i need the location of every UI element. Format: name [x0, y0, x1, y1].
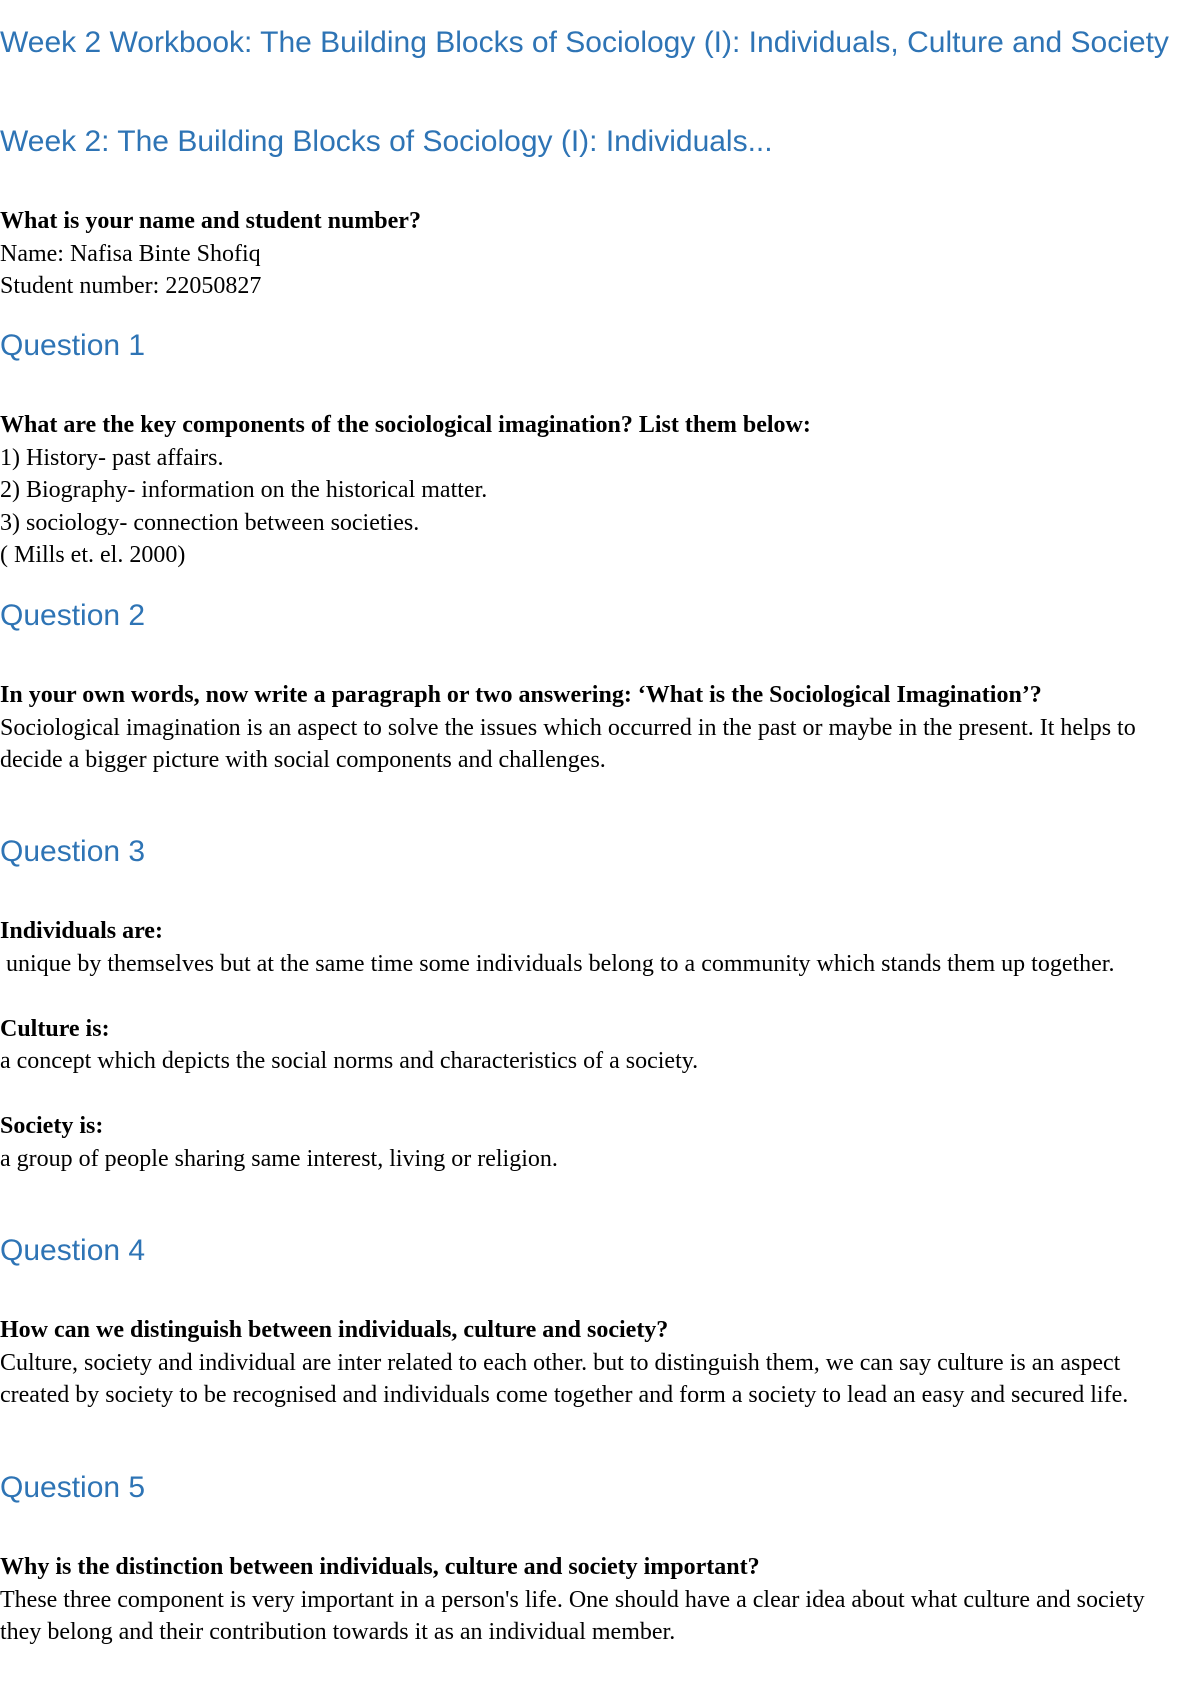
culture-answer: a concept which depicts the social norms and characteristics of a society. — [0, 1048, 699, 1074]
question-1-answer-line: 3) sociology- connection between societies. — [0, 509, 420, 536]
question-1-section — [0, 409, 1190, 572]
document-title: Week 2 Workbook: The Building Blocks of Sociology (I): Individuals, Culture and Society — [0, 26, 1169, 59]
question-2-heading: Question 2 — [0, 599, 146, 632]
question-1-answer-line: 1) History- past affairs. — [0, 444, 224, 471]
question-3-heading: Question 3 — [0, 835, 146, 868]
question-5-heading: Question 5 — [0, 1471, 146, 1504]
question-1-prompt: What are the key components of the sociological imagination? List them below: — [0, 412, 811, 438]
society-label: Society is: — [0, 1113, 104, 1139]
question-4-heading: Question 4 — [0, 1234, 146, 1267]
question-4-prompt: How can we distinguish between individuals, culture and society? — [0, 1317, 669, 1343]
question-1-heading: Question 1 — [0, 329, 146, 362]
question-2-answer: Sociological imagination is an aspect to solve the issues which occurred in the past or maybe in the present. It helps to decide a bigger picture with social components and challenges. — [0, 714, 1136, 773]
intro-name: Name: Nafisa Binte Shofiq — [0, 240, 261, 267]
question-2-prompt: In your own words, now write a paragraph or two answering: ‘What is the Sociological Imagination’? — [0, 682, 1042, 708]
document-subtitle: Week 2: The Building Blocks of Sociology (I): Individuals... — [0, 125, 773, 158]
question-1-citation: ( Mills et. el. 2000) — [0, 542, 186, 568]
question-1-answer-line: 2) Biography- information on the historical matter. — [0, 477, 488, 503]
individuals-label: Individuals are: — [0, 918, 163, 944]
question-3-section — [0, 915, 1190, 1175]
question-5-section — [0, 1551, 1190, 1649]
question-4-section — [0, 1314, 1190, 1412]
intro-section — [0, 205, 1190, 303]
question-5-answer: These three component is very important in a person's life. One should have a clear idea about what culture and society they belong and their contribution towards it as an individual member. — [0, 1586, 1145, 1645]
question-5-prompt: Why is the distinction between individuals, culture and society important? — [0, 1554, 760, 1580]
intro-student-number: Student number: 22050827 — [0, 273, 262, 299]
intro-question: What is your name and student number? — [0, 208, 421, 234]
individuals-answer: unique by themselves but at the same time some individuals belong to a community which stands them up together. — [0, 950, 1115, 977]
question-2-section — [0, 679, 1190, 777]
society-answer: a group of people sharing same interest, living or religion. — [0, 1145, 558, 1172]
question-4-answer: Culture, society and individual are inter related to each other. but to distinguish them, we can say culture is an aspect created by society to be recognised and individuals come together and form a society to lead an easy and secured life. — [0, 1349, 1129, 1408]
culture-label: Culture is: — [0, 1015, 110, 1042]
